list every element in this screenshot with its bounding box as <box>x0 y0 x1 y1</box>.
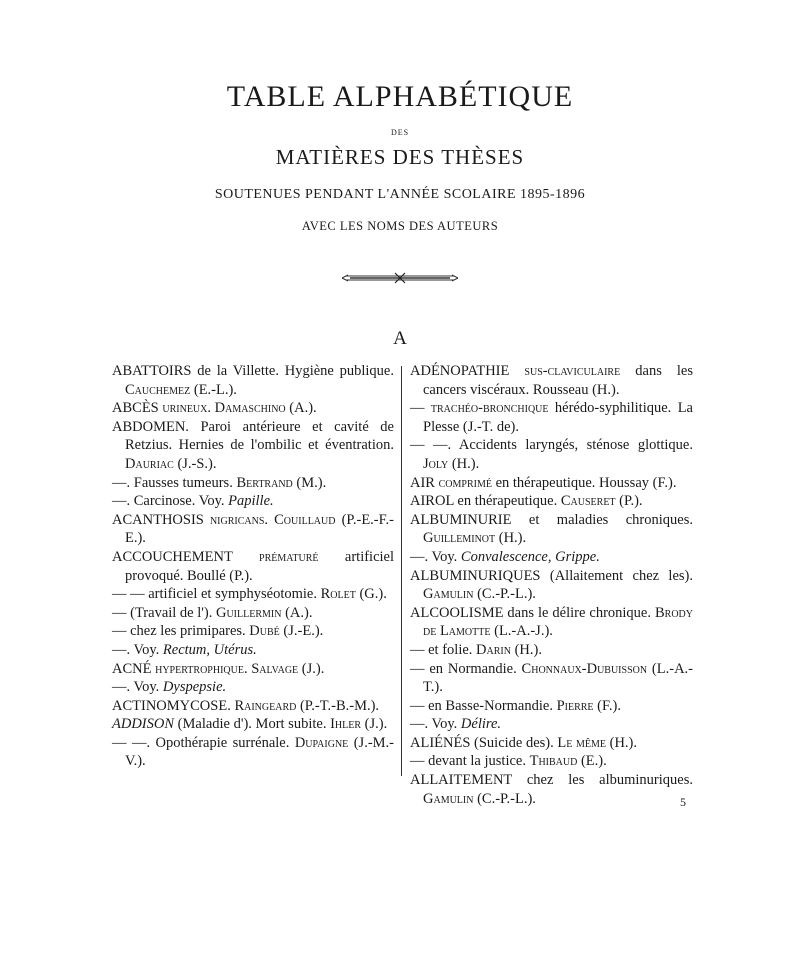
subtitle-line-authors: AVEC LES NOMS DES AUTEURS <box>301 219 499 233</box>
entry-main: ABATTOIRS de la Villette. Hygiène publique. <box>112 363 394 379</box>
entry-main: —. Carcinose. Voy. <box>112 493 229 510</box>
index-entry <box>410 548 693 567</box>
entry-it: Papille. <box>228 493 274 510</box>
entry-tail: (E.-L.). <box>190 381 237 398</box>
entry-tail: (E.). <box>577 753 607 770</box>
entry-tail: (J.-E.). <box>279 623 324 640</box>
index-entry <box>410 715 693 734</box>
index-entry <box>112 399 394 418</box>
index-entry <box>410 492 693 511</box>
index-entry <box>410 604 693 641</box>
index-entry <box>410 511 693 548</box>
entry-tail: (H.). <box>510 641 542 658</box>
entry-main: —. Voy. <box>112 679 163 696</box>
entry-main: — <box>410 400 431 417</box>
index-entry <box>112 548 394 585</box>
entry-sc: nigricans. Couillaud <box>209 511 336 528</box>
entry-tail: (P.-E.-F.-E.). <box>125 511 394 547</box>
page-subtitle: MATIÈRES DES THÈSES <box>275 145 525 169</box>
index-entry <box>410 660 693 697</box>
entry-main: — devant la justice. <box>410 753 530 770</box>
entry-tail: en thérapeutique. Houssay (F.). <box>491 474 677 491</box>
entry-sc: trachéo-bronchique <box>430 400 549 417</box>
index-entry <box>112 511 394 548</box>
right-column <box>410 362 693 808</box>
entry-it: Rectum, Utérus. <box>162 641 257 658</box>
entry-sc: Thibaud <box>529 753 578 770</box>
entry-sc: sus-claviculaire <box>524 363 621 379</box>
entry-tail: (H.). <box>495 530 527 547</box>
entry-sc: Chonnaux-Dubuisson <box>521 660 648 677</box>
entry-tail: (J.-M.-V.). <box>125 734 394 770</box>
entry-sc: Brody de Lamotte <box>423 604 693 640</box>
entry-main: AIROL en thérapeutique. <box>410 493 561 510</box>
index-entry <box>410 697 693 716</box>
entry-tail: (H.). <box>605 734 637 751</box>
title-connector: DES <box>390 128 410 137</box>
entry-tail: artificiel provoqué. Boullé (P.). <box>125 548 395 584</box>
entry-it-lead: ADDISON <box>112 716 175 733</box>
entry-tail: (L.-A.-T.). <box>423 660 693 696</box>
index-entry <box>112 604 394 623</box>
entry-main: AIR <box>410 474 439 491</box>
entry-tail: (P.). <box>615 493 643 510</box>
index-entry <box>112 660 394 679</box>
entry-main: — —. Opothérapie surrénale. <box>112 734 295 751</box>
entry-main: ALLAITEMENT chez les albuminuriques. <box>410 772 693 789</box>
entry-main: — —. Accidents laryngés, sténose glottique. <box>410 437 693 454</box>
index-entry <box>410 567 693 604</box>
entry-tail: (L.-A.-J.). <box>490 623 553 640</box>
entry-sc: Guilleminot <box>423 530 496 547</box>
entry-sc: Raingeard <box>234 697 297 714</box>
entry-tail: (J.-S.). <box>173 455 217 472</box>
entry-tail: hérédo-syphilitique. La Plesse (J.-T. de). <box>423 400 693 435</box>
entry-main: — chez les primipares. <box>112 623 250 640</box>
entry-sc: Darin <box>476 641 511 658</box>
entry-it: Délire. <box>460 716 502 733</box>
entry-main: —. Voy. <box>410 716 461 733</box>
entry-main: ALBUMINURIQUES (Allaitement chez les). <box>410 567 693 584</box>
index-entry <box>112 697 394 716</box>
left-column <box>112 362 394 771</box>
entry-main: — en Normandie. <box>410 660 522 677</box>
entry-sc: Rolet <box>320 586 356 603</box>
entry-main: —. Voy. <box>112 641 163 658</box>
entry-sc: Guillermin <box>215 604 282 621</box>
entry-tail: (G.). <box>355 586 387 603</box>
page-title: TABLE ALPHABÉTIQUE <box>226 80 574 113</box>
index-entry <box>410 362 693 399</box>
entry-tail: (H.). <box>448 455 480 472</box>
page-number: 5 <box>680 795 686 809</box>
entry-sc: Bertrand <box>236 474 293 491</box>
entry-sc: Gamulin <box>423 586 474 603</box>
entry-main: ACTINOMYCOSE. <box>112 697 235 714</box>
index-entry <box>410 641 693 660</box>
entry-tail: (C.-P.-L.). <box>473 790 536 807</box>
entry-sc: Ihler <box>330 716 362 733</box>
entry-main: ACNÉ <box>112 660 156 677</box>
entry-main: ACCOUCHEMENT <box>112 548 260 565</box>
entry-sc: urineux. Damaschino <box>162 400 286 417</box>
entry-sc: hypertrophique. Salvage <box>155 660 299 677</box>
entry-main: — (Travail de l'). <box>112 604 216 621</box>
entry-sc: Dubé <box>249 623 280 640</box>
entry-main: — en Basse-Normandie. <box>410 697 557 714</box>
ornament-divider-icon <box>340 270 460 286</box>
entry-tail: (A.). <box>285 400 317 417</box>
entry-sc: Dauriac <box>125 455 174 472</box>
index-entry <box>112 678 394 697</box>
entry-main: —. Voy. <box>410 548 461 565</box>
index-entry <box>410 771 693 808</box>
entry-main: ABCÈS <box>112 400 163 417</box>
index-entry <box>112 641 394 660</box>
entry-tail: (P.-T.-B.-M.). <box>296 697 380 714</box>
entry-sc: prématuré <box>259 548 319 565</box>
entry-main: ALIÉNÉS (Suicide des). <box>410 734 558 751</box>
entry-main: ACANTHOSIS <box>112 511 210 528</box>
entry-sc: Dupaigne <box>294 734 349 751</box>
index-entry <box>112 418 394 474</box>
entry-sc: Causeret <box>560 493 616 510</box>
subtitle-line-session: SOUTENUES PENDANT L'ANNÉE SCOLAIRE 1895-1896 <box>214 187 586 202</box>
index-entry <box>112 622 394 641</box>
entry-tail: (M.). <box>292 474 327 491</box>
entry-main: — — artificiel et symphyséotomie. <box>112 586 321 603</box>
entry-main: (Maladie d'). Mort subite. <box>174 716 331 733</box>
entry-main: — et folie. <box>410 641 477 658</box>
index-entry <box>112 362 394 399</box>
entry-sc: Cauchemez <box>125 381 191 398</box>
entry-main: ABDOMEN. Paroi antérieure et cavité de Retzius. Hernies de l'ombilic et éventration. <box>112 418 394 454</box>
entry-tail: (J.). <box>361 716 388 733</box>
column-divider <box>401 366 402 776</box>
entry-main: ALBUMINURIE et maladies chroniques. <box>410 511 693 528</box>
entry-sc: comprimé <box>438 474 492 491</box>
index-entry <box>112 492 394 511</box>
index-entry <box>112 734 394 771</box>
index-entry <box>112 715 394 734</box>
entry-it: Dyspepsie. <box>162 679 227 696</box>
index-entry <box>112 474 394 493</box>
entry-tail: dans les cancers viscéraux. Rousseau (H.). <box>423 363 694 398</box>
index-entry <box>410 436 693 473</box>
entry-tail: (A.). <box>281 604 313 621</box>
entry-sc: Joly <box>423 455 449 472</box>
entry-main: —. Fausses tumeurs. <box>112 474 237 491</box>
entry-tail: (F.). <box>593 697 621 714</box>
section-letter: A <box>393 328 407 349</box>
entry-it: Convalescence, Grippe. <box>460 548 600 565</box>
entry-sc: Le même <box>557 734 606 751</box>
entry-main: ADÉNOPATHIE <box>410 363 525 379</box>
index-entry <box>410 734 693 753</box>
index-entry <box>410 752 693 771</box>
index-entry <box>410 399 693 436</box>
index-entry <box>410 474 693 493</box>
entry-tail: (J.). <box>298 660 325 677</box>
entry-main: ALCOOLISME dans le délire chronique. <box>410 604 655 621</box>
entry-tail: (C.-P.-L.). <box>473 586 536 603</box>
entry-sc: Gamulin <box>423 790 474 807</box>
index-entry <box>112 585 394 604</box>
entry-sc: Pierre <box>556 697 594 714</box>
